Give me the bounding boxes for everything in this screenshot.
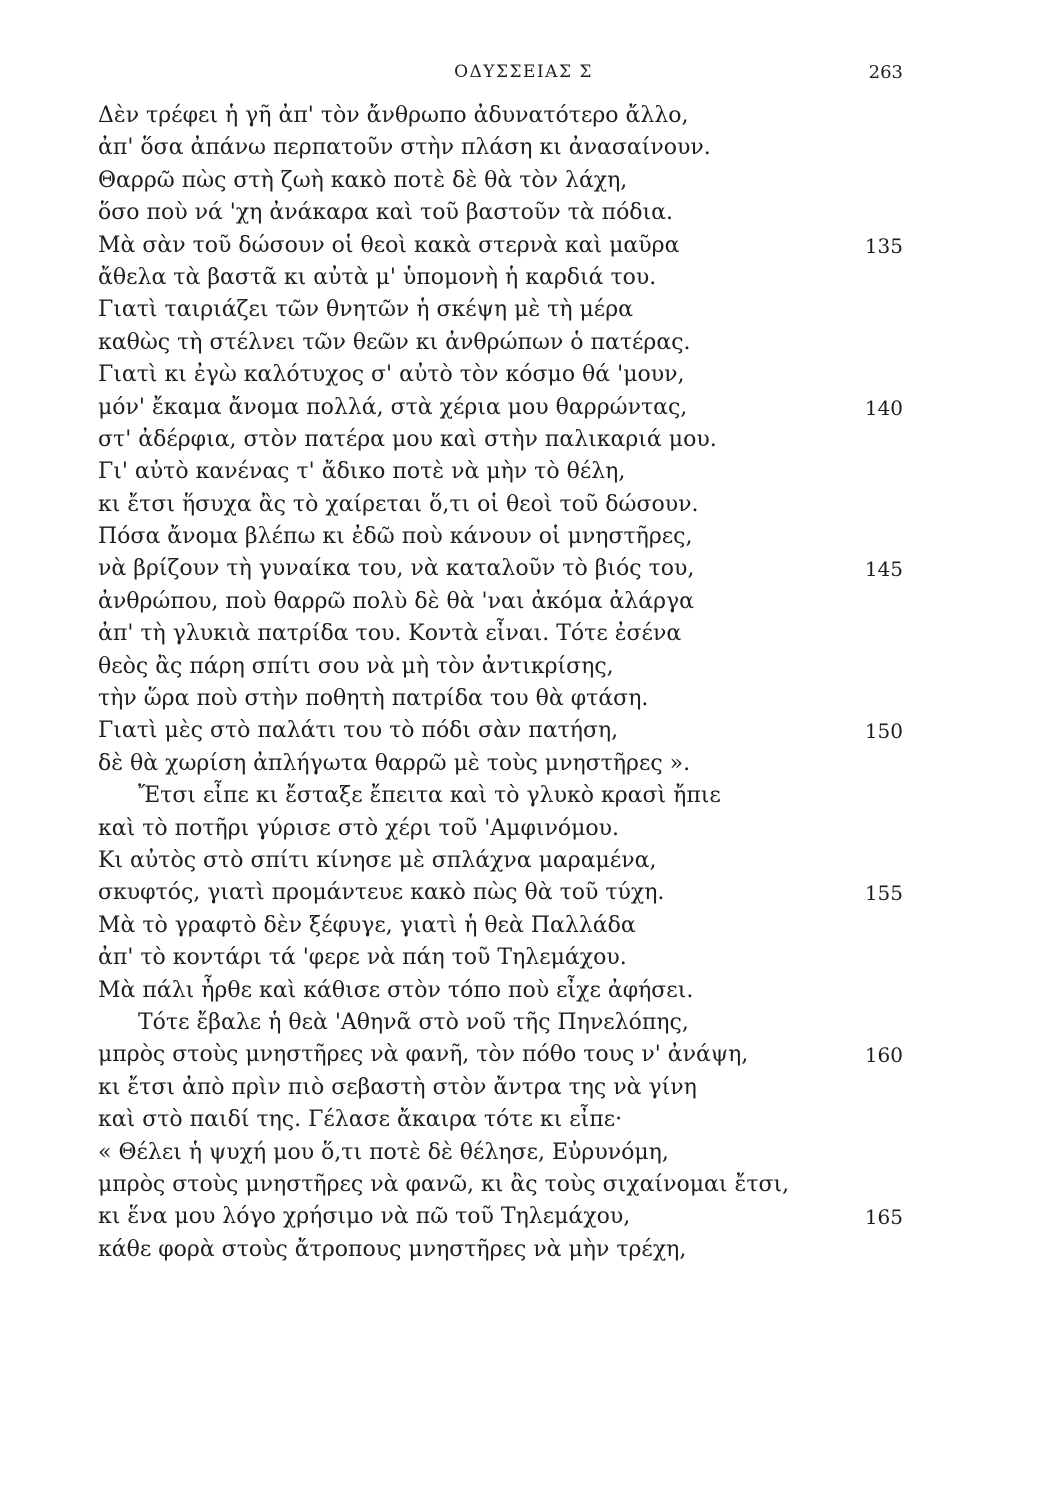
verse-text: Μὰ τὸ γραφτὸ δὲν ξέφυγε, γιατὶ ἡ θεὰ Παλλάδα (98, 912, 636, 938)
verse-line (0, 651, 1047, 683)
verse-text: Γιατὶ ταιριάζει τῶν θνητῶν ἡ σκέψη μὲ τὴ μέρα (98, 297, 633, 323)
verse-text: μπρὸς στοὺς μνηστῆρες νὰ φανῆ, τὸν πόθο τους ν' ἀνάψη, (98, 1042, 749, 1068)
verse-line (0, 748, 1047, 780)
verse-text: Κι αὐτὸς στὸ σπίτι κίνησε μὲ σπλάχνα μαραμένα, (98, 847, 657, 873)
verse-line (0, 392, 1047, 424)
verse-line (0, 1137, 1047, 1169)
verse-line (0, 132, 1047, 164)
verse-text: Πόσα ἄνομα βλέπω κι ἐδῶ ποὺ κάνουν οἱ μνηστῆρες, (98, 524, 693, 550)
verse-text: στ' ἀδέρφια, στὸν πατέρα μου καὶ στὴν παλικαριά μου. (98, 426, 717, 452)
running-title: ΟΔΥΣΣΕΙΑΣ Σ (454, 62, 593, 82)
verse-text: Δὲν τρέφει ἡ γῆ ἀπ' τὸν ἄνθρωπο ἀδυνατότερο ἄλλο, (98, 103, 689, 128)
verse-line (0, 359, 1047, 391)
verse-line (0, 1104, 1047, 1136)
verse-line (0, 197, 1047, 229)
verse-text: Τότε ἔβαλε ἡ θεὰ 'Αθηνᾶ στὸ νοῦ τῆς Πηνελόπης, (138, 1009, 689, 1035)
verse-text: νὰ βρίζουν τὴ γυναίκα του, νὰ καταλοῦν τὸ βιός του, (98, 556, 695, 582)
verse-text: ἀνθρώπου, ποὺ θαρρῶ πολὺ δὲ θὰ 'ναι ἀκόμα ἀλάργα (98, 588, 695, 614)
line-number: 135 (864, 233, 903, 258)
verse-text: Γιατὶ κι ἐγὼ καλότυχος σ' αὐτὸ τὸν κόσμο θά 'μουν, (98, 362, 685, 388)
verse-line (0, 1007, 1047, 1039)
verse-line (0, 456, 1047, 488)
verse-text: κι ἕνα μου λόγο χρήσιμο νὰ πῶ τοῦ Τηλεμάχου, (98, 1204, 631, 1230)
verse-text: μόν' ἔκαμα ἄνομα πολλά, στὰ χέρια μου θαρρώντας, (98, 394, 688, 420)
verse-text: κάθε φορὰ στοὺς ἄτροπους μνηστῆρες νὰ μὴν τρέχη, (98, 1236, 687, 1262)
verse-line (0, 521, 1047, 553)
page-number: 263 (868, 62, 903, 83)
verse-line (0, 553, 1047, 585)
verse-line (0, 1201, 1047, 1233)
verse-line (0, 683, 1047, 715)
verse-text: σκυφτός, γιατὶ προμάντευε κακὸ πὼς θὰ τοῦ τύχη. (98, 880, 665, 906)
verse-line (0, 715, 1047, 747)
verse-line (0, 424, 1047, 456)
verse-line (0, 845, 1047, 877)
verse-text: ἄθελα τὰ βαστᾶ κι αὐτὰ μ' ὑπομονὴ ἡ καρδιά του. (98, 264, 657, 290)
verse-text: καὶ τὸ ποτῆρι γύρισε στὸ χέρι τοῦ 'Αμφινόμου. (98, 815, 620, 841)
line-number: 160 (864, 1043, 903, 1068)
verse-text: Γιατὶ μὲς στὸ παλάτι του τὸ πόδι σὰν πατήση, (98, 718, 619, 744)
verse-line (0, 100, 1047, 132)
line-number: 155 (864, 881, 903, 906)
verse-line (0, 975, 1047, 1007)
line-number: 145 (864, 557, 903, 582)
verse-text: κι ἔτσι ἀπὸ πρὶν πιὸ σεβαστὴ στὸν ἄντρα της νὰ γίνη (98, 1074, 697, 1100)
verse-text: Θαρρῶ πὼς στὴ ζωὴ κακὸ ποτὲ δὲ θὰ τὸν λάχη, (98, 167, 628, 193)
verse-text: μπρὸς στοὺς μνηστῆρες νὰ φανῶ, κι ἂς τοὺς σιχαίνομαι ἔτσι, (98, 1171, 790, 1197)
verse-line (0, 1169, 1047, 1201)
verse-text: καὶ στὸ παιδί της. Γέλασε ἄκαιρα τότε κι εἶπε· (98, 1107, 623, 1133)
verse-text: ἀπ' τὴ γλυκιὰ πατρίδα του. Κοντὰ εἶναι. Τότε ἐσένα (98, 621, 682, 647)
verse-text: Μὰ σὰν τοῦ δώσουν οἱ θεοὶ κακὰ στερνὰ καὶ μαῦρα (98, 232, 680, 258)
verse-line (0, 165, 1047, 197)
verse-line (0, 618, 1047, 650)
line-number: 140 (864, 395, 903, 420)
verse-line (0, 780, 1047, 812)
verse-line (0, 942, 1047, 974)
verse-text: θεὸς ἂς πάρη σπίτι σου νὰ μὴ τὸν ἀντικρίσης, (98, 653, 614, 679)
verse-text: ὅσο ποὺ νά 'χη ἀνάκαρα καὶ τοῦ βαστοῦν τὰ πόδια. (98, 200, 674, 226)
verse-block (0, 100, 1047, 1266)
verse-line (0, 230, 1047, 262)
verse-text: ἀπ' τὸ κοντάρι τά 'φερε νὰ πάη τοῦ Τηλεμάχου. (98, 945, 627, 971)
verse-line (0, 327, 1047, 359)
verse-text: δὲ θὰ χωρίση ἀπλήγωτα θαρρῶ μὲ τοὺς μνηστῆρες ». (98, 750, 691, 776)
verse-line (0, 489, 1047, 521)
verse-text: τὴν ὥρα ποὺ στὴν ποθητὴ πατρίδα του θὰ φτάση. (98, 686, 649, 712)
verse-text: Ἔτσι εἶπε κι ἔσταξε ἔπειτα καὶ τὸ γλυκὸ κρασὶ ἤπιε (138, 783, 721, 809)
verse-line (0, 877, 1047, 909)
running-head (0, 58, 1047, 88)
verse-line (0, 813, 1047, 845)
verse-text: κι ἔτσι ἥσυχα ἂς τὸ χαίρεται ὅ,τι οἱ θεοὶ τοῦ δώσουν. (98, 491, 699, 517)
verse-text: καθὼς τὴ στέλνει τῶν θεῶν κι ἀνθρώπων ὁ πατέρας. (98, 329, 691, 355)
verse-line (0, 586, 1047, 618)
verse-line (0, 910, 1047, 942)
verse-text: « Θέλει ἡ ψυχή μου ὅ,τι ποτὲ δὲ θέλησε, Εὐρυνόμη, (98, 1139, 669, 1165)
verse-line (0, 1072, 1047, 1104)
verse-text: ἀπ' ὅσα ἀπάνω περπατοῦν στὴν πλάση κι ἀνασαίνουν. (98, 135, 711, 161)
verse-text: Μὰ πάλι ἦρθε καὶ κάθισε στὸν τόπο ποὺ εἶχε ἀφήσει. (98, 977, 694, 1003)
verse-line (0, 1234, 1047, 1266)
line-number: 165 (864, 1205, 903, 1230)
line-number: 150 (864, 719, 903, 744)
verse-line (0, 294, 1047, 326)
verse-line (0, 262, 1047, 294)
verse-line (0, 1039, 1047, 1071)
verse-text: Γι' αὐτὸ κανένας τ' ἄδικο ποτὲ νὰ μὴν τὸ θέλη, (98, 459, 626, 485)
